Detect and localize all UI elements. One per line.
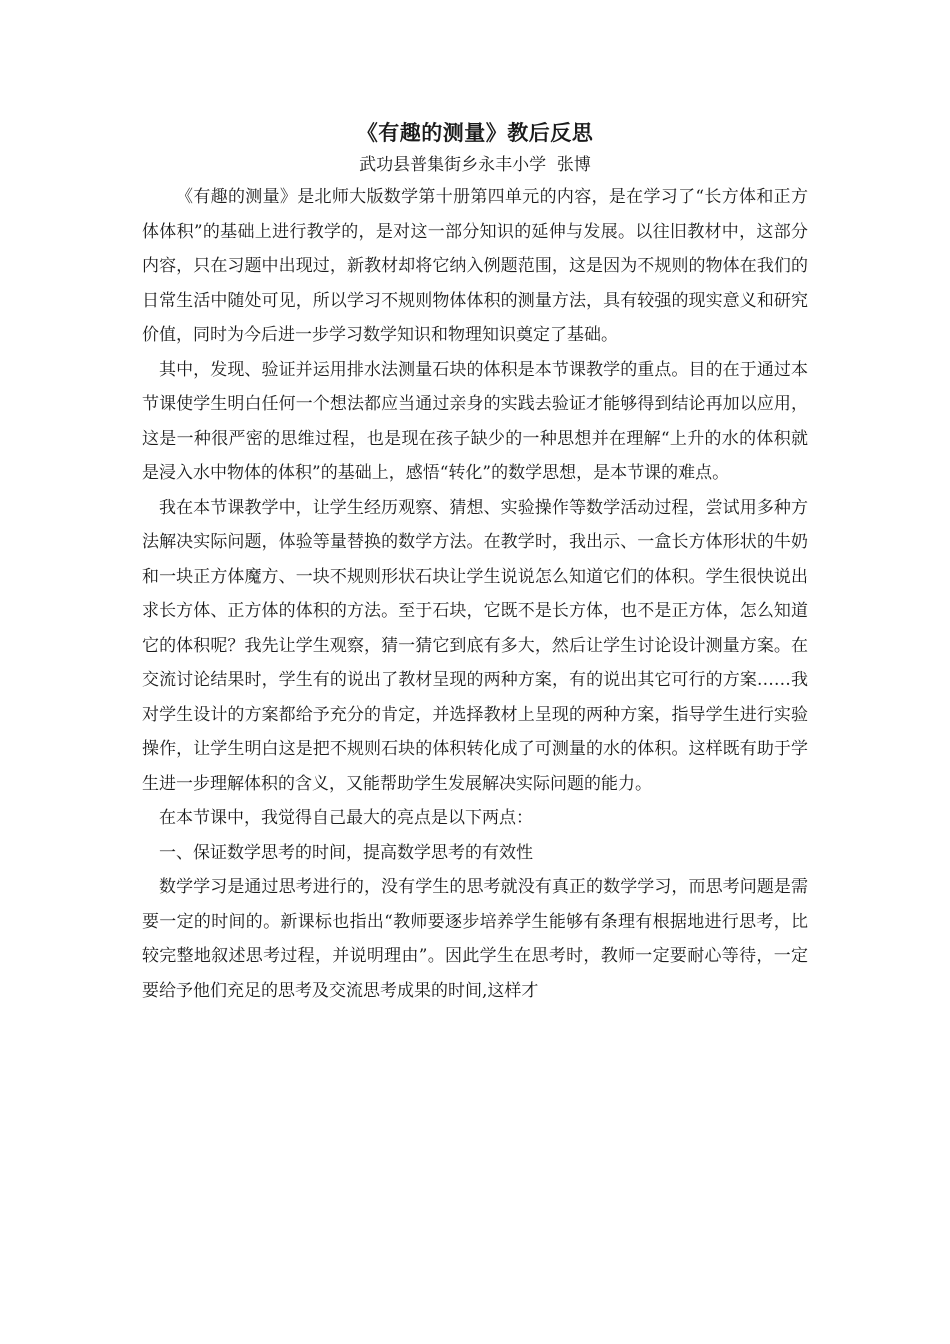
paragraph-3: 我在本节课教学中，让学生经历观察、猜想、实验操作等数学活动过程，尝试用多种方法解决实际问题，体验等量替换的数学方法。在教学时，我出示、一盒长方体形状的牛奶和一块正方体魔方、一块不规则形状石块让学生说说怎么知道它们的体积。学生很快说出求长方体、正方体的体积的方法。至于石块，它既不是长方体，也不是正方体，怎么知道它的体积呢？我先让学生观察，猜一猜它到底有多大，然后让学生讨论设计测量方案。在交流讨论结果时，学生有的说出了教材呈现的两种方案，有的说出其它可行的方案……我对学生设计的方案都给予充分的肯定，并选择教材上呈现的两种方案，指导学生进行实验操作，让学生明白这是把不规则石块的体积转化成了可测量的水的体积。这样既有助于学生进一步理解体积的含义，又能帮助学生发展解决实际问题的能力。 [142,497,808,794]
paragraph-2: 其中，发现、验证并运用排水法测量石块的体积是本节课教学的重点。目的在于通过本节课使学生明白任何一个想法都应当通过亲身的实践去验证才能够得到结论再加以应用，这是一种很严密的思维过程，也是现在孩子缺少的一种思想并在理解“上升的水的体积就是浸入水中物体的体积”的基础上，感悟“转化”的数学思想，是本节课的难点。 [142,359,808,483]
paragraph-1: 《有趣的测量》是北师大版数学第十册第四单元的内容，是在学习了“长方体和正方体体积”的基础上进行教学的，是对这一部分知识的延伸与发展。以往旧教材中，这部分内容，只在习题中出现过，新教材却将它纳入例题范围，这是因为不规则的物体在我们的日常生活中随处可见，所以学习不规则物体体积的测量方法，具有较强的现实意义和研究价值，同时为今后进一步学习数学知识和物理知识奠定了基础。 [142,187,808,345]
document-body [142,118,808,1008]
section-heading-1: 一、保证数学思考的时间，提高数学思考的有效性 [159,842,533,863]
paragraph-5: 数学学习是通过思考进行的，没有学生的思考就没有真正的数学学习，而思考问题是需要一定的时间的。新课标也指出“教师要逐步培养学生能够有条理有根据地进行思考，比较完整地叙述思考过程，并说明理由”。因此学生在思考时，教师一定要耐心等待，一定要给予他们充足的思考及交流思考成果的时间,这样才 [142,877,808,1001]
document-title: 《有趣的测量》教后反思 [356,121,594,145]
document-author: 武功县普集街乡永丰小学 张博 [359,155,591,175]
paragraph-4: 在本节课中，我觉得自己最大的亮点是以下两点： [159,808,533,828]
